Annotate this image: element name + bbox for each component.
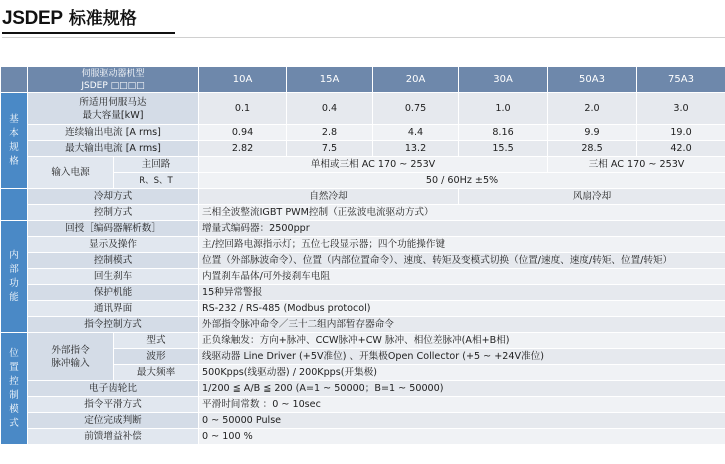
cell-value: 4.4 [373,125,459,141]
cell-value: 0.1 [199,93,287,125]
section-basic: 基 本 规 格 [1,93,28,189]
table-row [1,125,725,141]
model-20a: 20A [373,67,459,93]
table-row [1,221,725,237]
section-spacer [1,189,28,221]
row-label-protect: 保护机能 [28,285,199,301]
row-label-display: 显示及操作 [28,237,199,253]
control-value: 三相全波整流IGBT PWM控制（正弦波电流驱动方式） [199,205,725,221]
table-row [1,269,725,285]
cell-value: 15.5 [459,141,548,157]
title-underline [2,32,175,34]
table-row [1,333,725,349]
row-label-control: 控制方式 [28,205,199,221]
cooling-natural: 自然冷却 [199,189,459,205]
row-label-inpos: 定位完成判断 [28,413,199,429]
pulse-type-value: 正负缘触发：方向+脉冲、CCW脉冲+CW 脉冲、相位差脉冲(A相+B相) [199,333,725,349]
protect-value: 15种异常警报 [199,285,725,301]
row-label-feedback: 回授［编码器解析数］ [28,221,199,237]
display-value: 主/控回路电源指示灯；五位七段显示器；四个功能操作键 [199,237,725,253]
inpos-value: 0 ~ 50000 Pulse [199,413,725,429]
cell-value: 28.5 [548,141,637,157]
cooling-fan: 风扇冷却 [459,189,725,205]
brand-name: JSDEP [2,8,63,29]
smooth-value: 平滑时间常数 ：0 ~ 10sec [199,397,725,413]
model-15a: 15A [287,67,373,93]
row-label-comm: 通讯界面 [28,301,199,317]
table-row [1,189,725,205]
power-main-label: 主回路 [114,157,199,173]
power-phase-a: 单相或三相 AC 170 ~ 253V [199,157,548,173]
page-title [2,4,137,30]
row-label-max: 最大输出电流 [A rms] [28,141,199,157]
title-text: 标准规格 [68,9,137,29]
row-label-motor: 所适用伺服马达 最大容量[kW] [28,93,199,125]
regen-value: 内置刹车晶体/可外接刹车电阻 [199,269,725,285]
power-freq: 50 / 60Hz ±5% [199,173,725,189]
section-position: 位 置 控 制 模 式 [1,333,28,445]
table-row [1,381,725,397]
cell-value: 19.0 [637,125,725,141]
cell-value: 0.75 [373,93,459,125]
comm-value: RS-232 / RS-485 (Modbus protocol) [199,301,725,317]
table-row [1,285,725,301]
model-header-line2: JSDEP □□□□ [81,81,145,91]
row-label-cont: 连续输出电流 [A rms] [28,125,199,141]
pulse-freq-value: 500Kpps(线驱动器) / 200Kpps(开集极) [199,365,725,381]
cell-value: 9.9 [548,125,637,141]
cmdsrc-value: 外部指令脉冲命令／三十二组内部暂存器命令 [199,317,725,333]
model-header [28,67,199,93]
power-phase-b: 三相 AC 170 ~ 253V [548,157,725,173]
pulse-freq-label: 最大频率 [114,365,199,381]
model-10a: 10A [199,67,287,93]
table-row [1,141,725,157]
header-row [1,67,725,93]
row-label-power: 输入电源 [28,157,114,189]
cell-value: 2.0 [548,93,637,125]
ff-value: 0 ~ 100 % [199,429,725,445]
table-row [1,253,725,269]
power-rst-label: R、S、T [114,173,199,189]
cell-value: 3.0 [637,93,725,125]
row-label-ff: 前馈增益补偿 [28,429,199,445]
cell-value: 7.5 [287,141,373,157]
table-row [1,413,725,429]
spec-table [0,66,725,445]
cell-value: 0.4 [287,93,373,125]
cell-value: 42.0 [637,141,725,157]
table-row [1,157,725,173]
model-75a3: 75A3 [637,67,725,93]
gear-value: 1/200 ≦ A/B ≦ 200 (A=1 ~ 50000；B=1 ~ 50000) [199,381,725,397]
section-internal: 内 部 功 能 [1,221,28,333]
pulse-wave-label: 波形 [114,349,199,365]
model-header-line1: 伺服驱动器机型 [81,69,145,79]
table-row [1,397,725,413]
cell-value: 2.8 [287,125,373,141]
table-row [1,317,725,333]
pulse-type-label: 型式 [114,333,199,349]
model-30a: 30A [459,67,548,93]
table-row [1,429,725,445]
row-label-gear: 电子齿轮比 [28,381,199,397]
pulse-wave-value: 线驱动器 Line Driver (+5V准位) 、开集极Open Collector (+5 ~ +24V准位) [199,349,725,365]
row-label-ctrlmode: 控制模式 [28,253,199,269]
header-corner [1,67,28,93]
model-50a3: 50A3 [548,67,637,93]
row-label-cmdsrc: 指令控制方式 [28,317,199,333]
row-label-smooth: 指令平滑方式 [28,397,199,413]
title-divider [2,37,725,38]
table-row [1,205,725,221]
table-row [1,301,725,317]
row-label-regen: 回生刹车 [28,269,199,285]
cell-value: 1.0 [459,93,548,125]
feedback-value: 增量式编码器：2500ppr [199,221,725,237]
cell-value: 8.16 [459,125,548,141]
cell-value: 0.94 [199,125,287,141]
cell-value: 2.82 [199,141,287,157]
cell-value: 13.2 [373,141,459,157]
table-row [1,237,725,253]
pulse-group-label: 外部指令 脉冲输入 [28,333,114,381]
table-row [1,93,725,125]
ctrlmode-value: 位置（外部脉波命令）、位置（内部位置命令）、速度、转矩及变模式切换（位置/速度、速度/转矩、位置/转矩） [199,253,725,269]
row-label-cooling: 冷却方式 [28,189,199,205]
